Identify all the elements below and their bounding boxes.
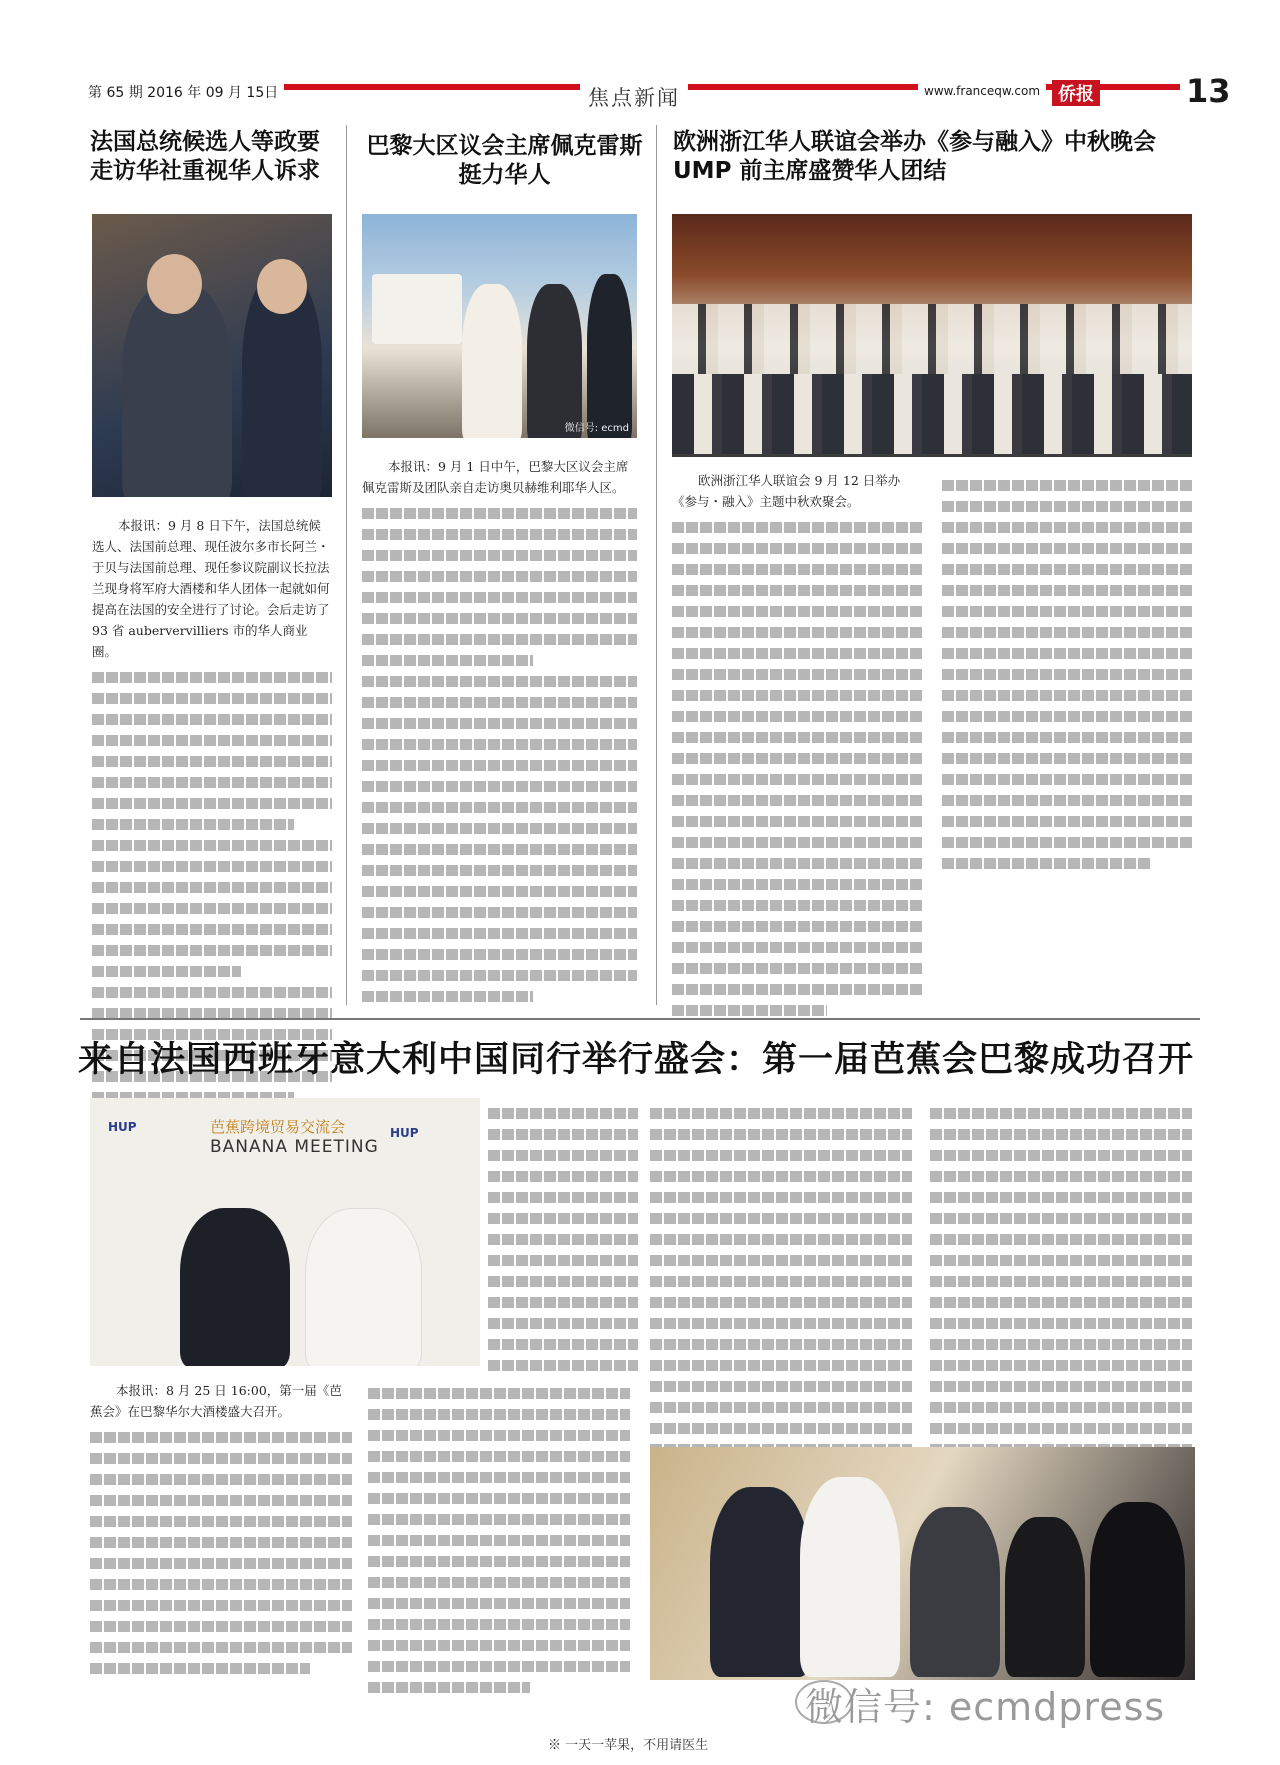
person-figure	[710, 1487, 810, 1677]
person-figure	[1090, 1502, 1185, 1677]
photo-watermark: 微信号: ecmd	[564, 423, 629, 434]
site-url[interactable]: www.franceqw.com	[918, 84, 1046, 98]
feature-photo	[90, 1098, 480, 1366]
person-figure	[462, 284, 522, 438]
feature-photo-2	[650, 1447, 1195, 1680]
article-2-title: 巴黎大区议会主席佩克雷斯挺力华人	[366, 133, 643, 188]
person-figure	[527, 284, 582, 438]
feature-title: 来自法国西班牙意大利中国同行举行盛会：第一届芭蕉会巴黎成功召开	[78, 1040, 1195, 1080]
feature-body-col4	[930, 1098, 1192, 1497]
person-figure	[122, 284, 232, 497]
person-figure	[587, 274, 632, 438]
feature-text-lines	[368, 1388, 630, 1693]
sponsor-logo: HUP	[390, 1126, 419, 1140]
footer-note: ※ 一天一苹果，不用请医生	[548, 1738, 709, 1753]
feature-body-col1-top	[488, 1098, 638, 1371]
person-figure	[910, 1507, 1000, 1677]
issue-date: 第 65 期 2016 年 09 月 15日	[88, 82, 284, 102]
page-number: 13	[1180, 72, 1231, 110]
article-1-lede: 本报讯：9 月 8 日下午，法国总统候选人、法国前总理、现任波尔多市长阿兰・于贝与法国前总理、现任参议院副议长拉法兰现身将军府大酒楼和华人团体一起就如何提高在法国的安全进行了讨论。会后走访了 93 省 aubervervilliers 市的华人商业圈。	[92, 518, 330, 659]
person-face	[257, 259, 307, 314]
feature-body-col1	[90, 1380, 352, 1674]
banner-cn: 芭蕉跨境贸易交流会	[210, 1118, 346, 1136]
column-divider	[656, 125, 657, 1005]
column-divider	[346, 125, 347, 1005]
van-shape	[372, 274, 462, 344]
meeting-banner	[210, 1116, 379, 1157]
article-3-lede: 欧洲浙江华人联谊会 9 月 12 日举办《参与・融入》主题中秋欢聚会。	[672, 473, 901, 509]
feature-text-lines	[488, 1108, 638, 1371]
article-2-body	[362, 456, 637, 1002]
person-figure	[1005, 1517, 1085, 1677]
feature-text-lines	[930, 1108, 1192, 1497]
section-divider	[80, 1018, 1200, 1020]
group-row	[672, 374, 1192, 454]
article-3-title: 欧洲浙江华人联谊会举办《参与融入》中秋晚会UMP 前主席盛赞华人团结	[673, 129, 1156, 184]
section-title: 焦点新闻	[580, 82, 688, 112]
group-row	[672, 304, 1192, 374]
person-figure	[305, 1208, 422, 1366]
article-3-text-lines-right	[942, 480, 1192, 869]
feature-text-lines	[90, 1432, 352, 1674]
person-face	[147, 254, 202, 314]
article-2-text-lines	[362, 508, 637, 1002]
article-1-photo	[92, 214, 332, 497]
article-2-photo	[362, 214, 637, 438]
article-3-photo	[672, 214, 1192, 457]
feature-body-col2	[368, 1378, 630, 1693]
banner-en: BANANA MEETING	[210, 1137, 379, 1157]
article-3-text-lines-left	[672, 522, 922, 1016]
article-1-body	[92, 515, 332, 1103]
article-3-body-left	[672, 470, 922, 1016]
sponsor-logo: HUP	[108, 1120, 137, 1134]
person-figure	[180, 1208, 290, 1366]
feature-lede: 本报讯：8 月 25 日 16:00，第一届《芭蕉会》在巴黎华尔大酒楼盛大召开。	[90, 1383, 342, 1419]
article-2-lede: 本报讯：9 月 1 日中午，巴黎大区议会主席佩克雷斯及团队亲自走访奥贝赫维利耶华人区。	[362, 459, 629, 495]
person-figure	[800, 1477, 900, 1677]
page-header	[0, 0, 1280, 115]
article-1-title: 法国总统候选人等政要走访华社重视华人诉求	[90, 129, 320, 184]
wechat-watermark: 微信号: ecmdpress	[805, 1685, 1166, 1729]
newspaper-logo: 侨报	[1052, 80, 1100, 106]
article-3-body-right	[942, 470, 1192, 869]
